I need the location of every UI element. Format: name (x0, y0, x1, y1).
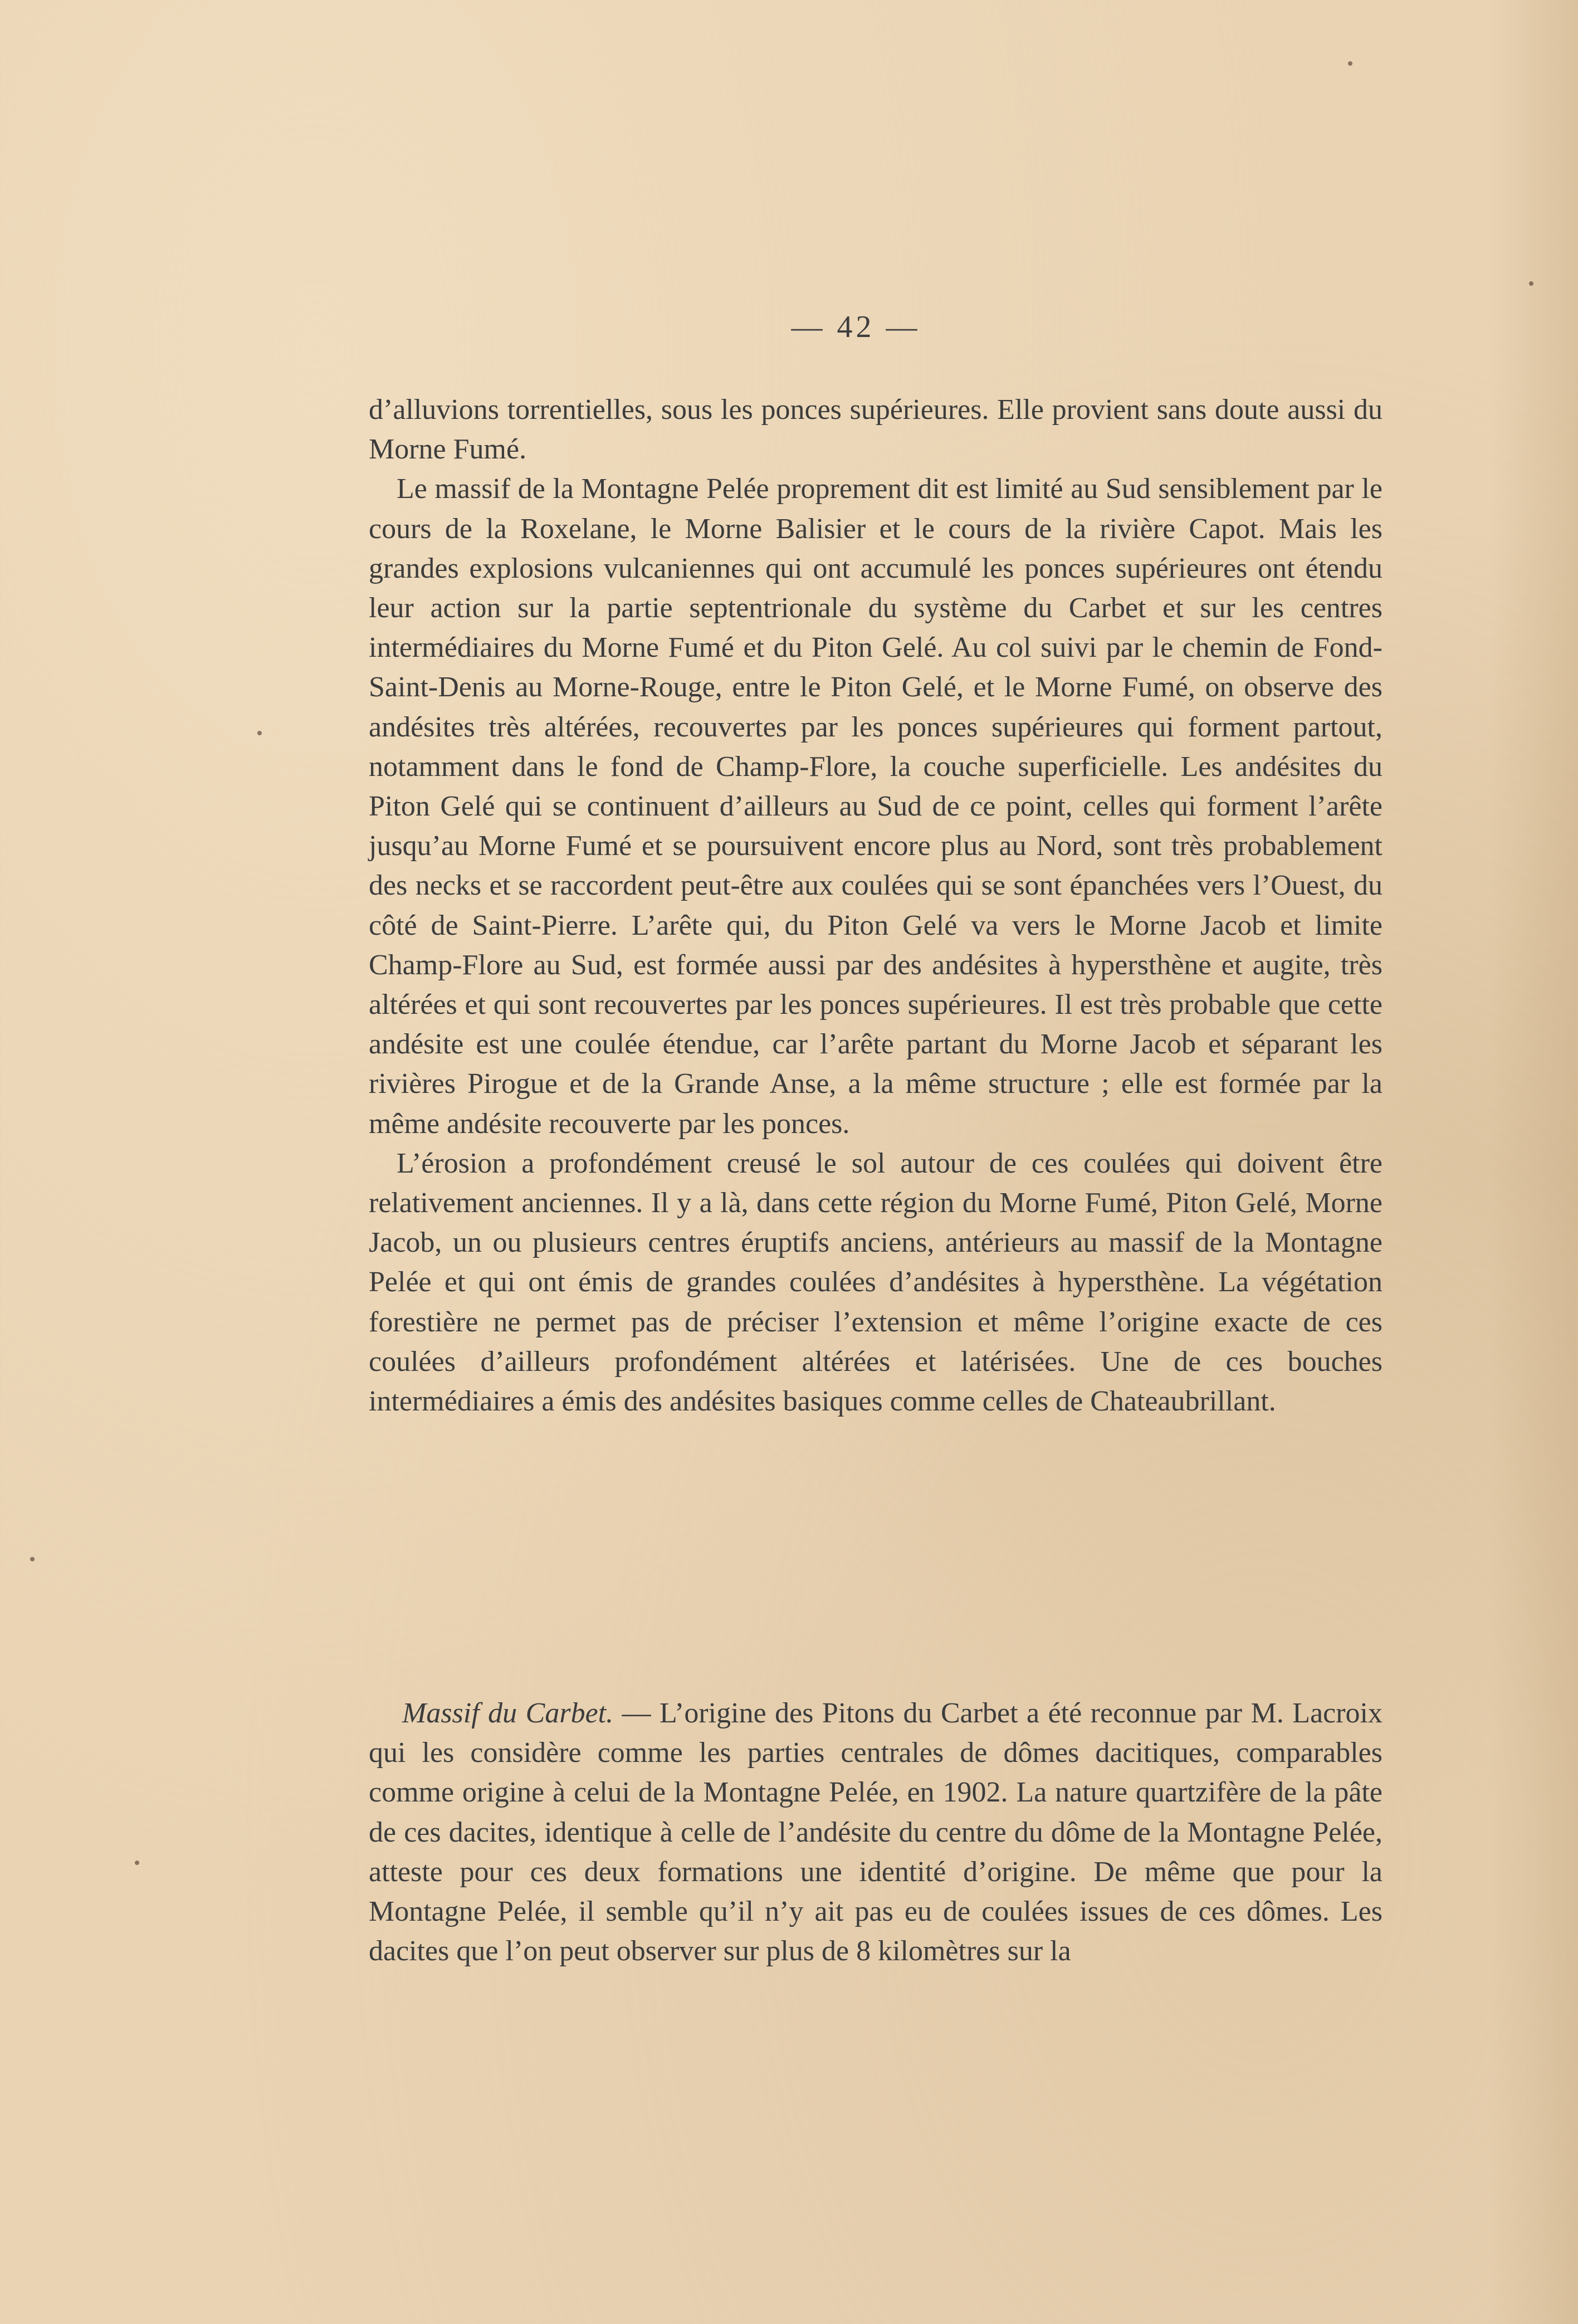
ink-speck (1529, 281, 1533, 286)
page-edge-shadow (1489, 0, 1578, 2324)
ink-speck (257, 731, 262, 735)
section-text: — L’origine des Pitons du Carbet a été reconnue par M. Lacroix qui les considère comme les parties centrales de dômes dacitiques, comparables comme origine à celui de la Montagne Pelée, en 1902. La nature quartzifère de la pâte de ces dacites, identique à celle de l’andésite du centre du dôme de la Montagne Pelée, atteste pour ces deux formations une identité d’origine. De même que pour la Montagne Pelée, il semble qu’il n’y ait pas eu de coulées issues de ces dômes. Les dacites que l’on peut observer sur plus de 8 kilomètres sur la (369, 1697, 1382, 1967)
body-text-lower (369, 1693, 1382, 1971)
paragraph-montagne-pelee: Le massif de la Montagne Pelée proprement dit est limité au Sud sensiblement par le cours de la Roxelane, le Morne Balisier et le cours de la rivière Capot. Mais les grandes explosions vulcaniennes qui ont accumulé les ponces supérieures ont étendu leur action sur la partie septentrionale du système du Carbet et sur les centres intermédiaires du Morne Fumé et du Piton Gelé. Au col suivi par le chemin de Fond-Saint-Denis au Morne-Rouge, entre le Piton Gelé, et le Morne Fumé, on observe des andésites très altérées, recouvertes par les ponces supérieures qui forment partout, notamment dans le fond de Champ-Flore, la couche superficielle. Les andésites du Piton Gelé qui se continuent d’ailleurs au Sud de ce point, celles qui forment l’arête jusqu’au Morne Fumé et se poursuivent encore plus au Nord, sont très probablement des necks et se raccordent peut-être aux coulées qui se sont épanchées vers l’Ouest, du côté de Saint-Pierre. L’arête qui, du Piton Gelé va vers le Morne Jacob et limite Champ-Flore au Sud, est formée aussi par des andésites à hypersthène et augite, très altérées et qui sont recouvertes par les ponces supérieures. Il est très probable que cette andésite est une coulée étendue, car l’arête partant du Morne Jacob et séparant les rivières Pirogue et de la Grande Anse, a la même structure ; elle est formée par la même andésite recouverte par les ponces. (369, 473, 1382, 1140)
ink-speck (30, 1557, 35, 1561)
page-number: — 42 — (791, 310, 921, 344)
body-text-upper (369, 390, 1382, 1421)
paragraph-continuation: d’alluvions torrentielles, sous les ponces supérieures. Elle provient sans doute aussi du Morne Fumé. (369, 394, 1382, 466)
paragraph-erosion: L’érosion a profondément creusé le sol autour de ces coulées qui doivent être relativement anciennes. Il y a là, dans cette région du Morne Fumé, Piton Gelé, Morne Jacob, un ou plusieurs centres éruptifs anciens, antérieurs au massif de la Montagne Pelée et qui ont émis de grandes coulées d’andésites à hypersthène. La végétation forestière ne permet pas de préciser l’extension et même l’origine exacte de ces coulées d’ailleurs profondément altérées et latérisées. Une de ces bouches intermédiaires a émis des andésites basiques comme celles de Chateaubrillant. (369, 1147, 1382, 1418)
paragraph-massif-du-carbet (369, 1693, 1382, 1971)
section-title: Massif du Carbet. (402, 1697, 614, 1729)
ink-speck (135, 1861, 139, 1865)
ink-speck (1348, 61, 1352, 66)
